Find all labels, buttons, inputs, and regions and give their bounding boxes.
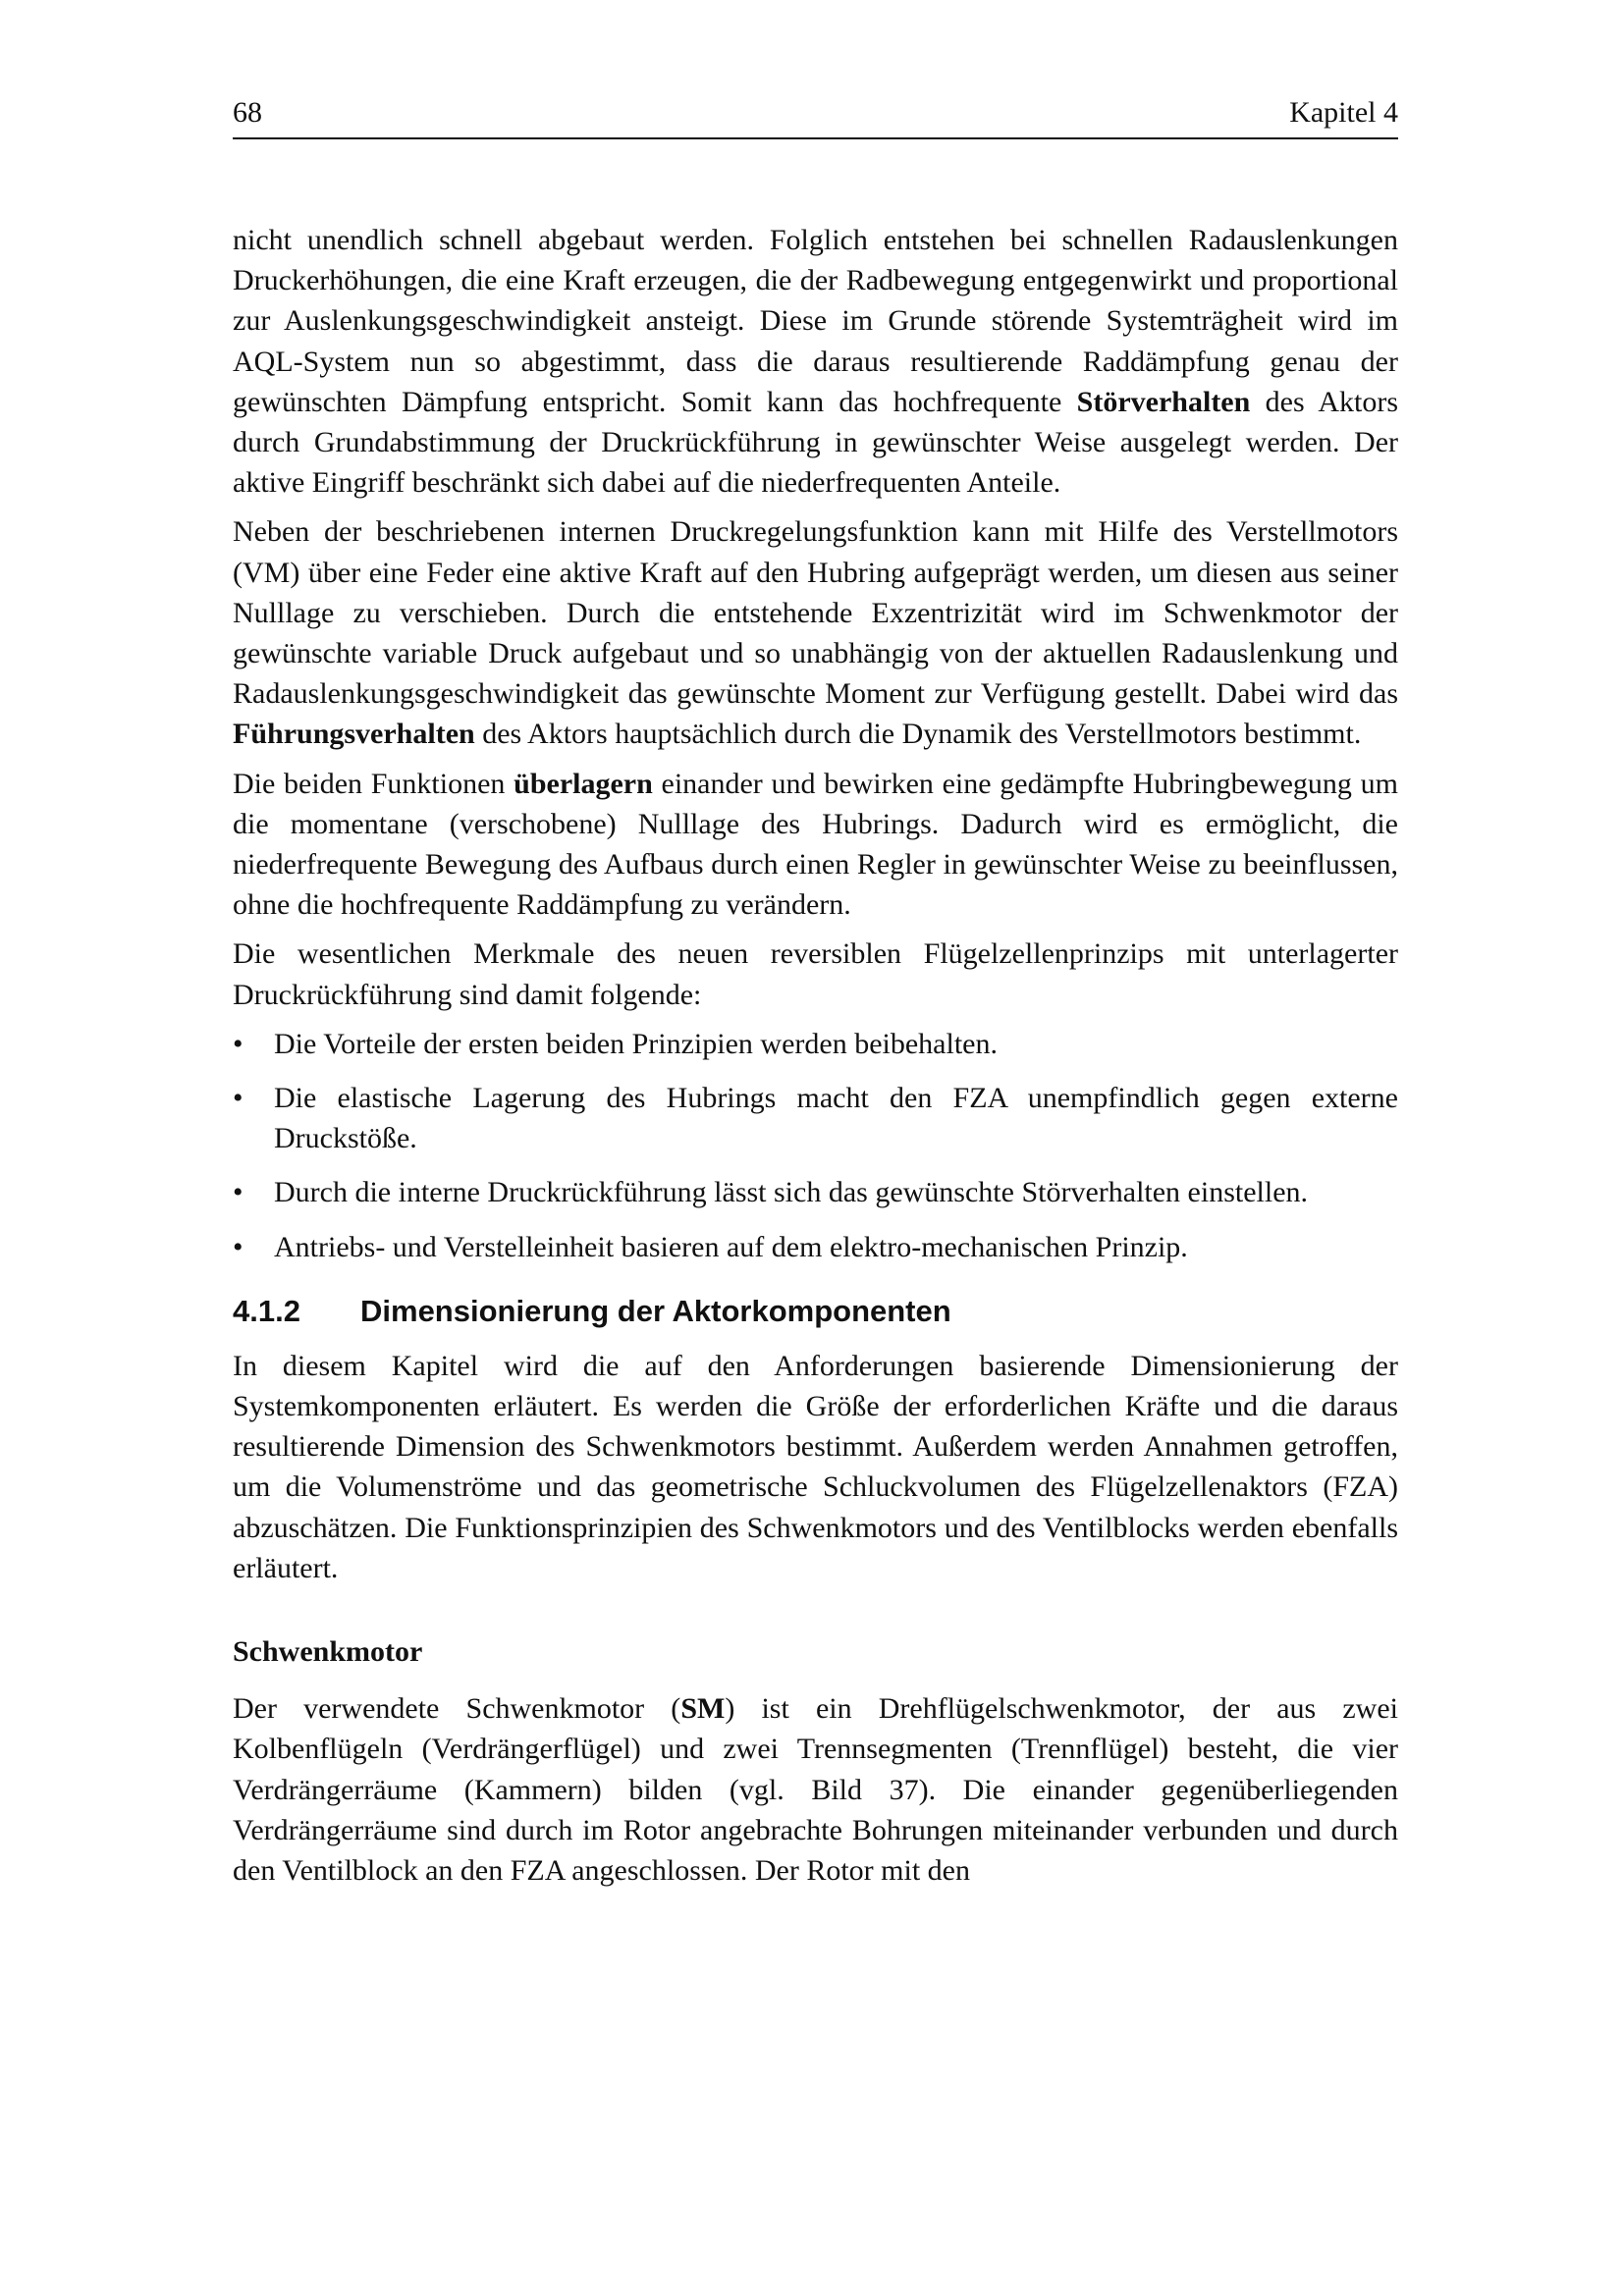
paragraph-1 [233,220,1398,503]
list-item-text: Antriebs- und Verstelleinheit basieren auf dem elektro-mechanischen Prinzip. [274,1230,1188,1263]
body-text [233,220,1398,1899]
paragraph-3 [233,764,1398,926]
paragraph-text: Neben der beschriebenen internen Druckregelungsfunktion kann mit Hilfe des Verstellmotors (VM) über eine Feder eine aktive Kraft auf den Hubring aufgeprägt werden, um diesen aus seiner Nulllage zu verschieben. Durch die entstehende Exzentrizität wird im Schwenkmotor der gewünschte variable Druck aufgebaut und so unabhängig von der aktuellen Radauslenkung und Radauslenkungsgeschwindigkeit das gewünschte Moment zur Verfügung gestellt. Dabei wird das [233,515,1398,711]
bullet-symbol: • [233,1027,243,1060]
list-item [233,1172,1398,1212]
paragraph-2 [233,511,1398,754]
paragraph-text: ) ist ein Drehflügelschwenkmotor, der aus zwei Kolbenflügeln (Verdrängerflügel) und zwei Trennsegmenten (Trennflügel) besteht, die vier Verdrängerräume (Kammern) bilden (vgl. Bild 37). Die einander gegenüberliegenden Verdrängerräume sind durch im Rotor angebrachte Bohrungen miteinander verbunden und durch den Ventilblock an den FZA angeschlossen. Der Rotor mit den [233,1692,1398,1887]
feature-list [233,1024,1398,1267]
list-item-text: Die Vorteile der ersten beiden Prinzipien werden beibehalten. [274,1027,998,1060]
running-header [233,88,1398,139]
paragraph-4: Die wesentlichen Merkmale des neuen reversiblen Flügelzellenprinzips mit unterlagerter Druckrückführung sind damit folgende: [233,937,1398,1011]
subsection-paragraph [233,1688,1398,1891]
emphasis-term: Führungsverhalten [233,718,475,751]
paragraph-text: des Aktors hauptsächlich durch die Dynamik des Verstellmotors bestimmt. [474,718,1362,751]
bullet-symbol: • [233,1082,243,1115]
section-heading [233,1293,1398,1330]
subsection-heading: Schwenkmotor [233,1635,423,1669]
list-item [233,1024,1398,1064]
section-title: Dimensionierung der Aktorkomponenten [360,1293,951,1328]
emphasis-term: SM [680,1692,726,1726]
list-item [233,1078,1398,1158]
paragraph-text: Die beiden Funktionen [233,767,514,800]
list-item-text: Die elastische Lagerung des Hubrings macht den FZA unempfindlich gegen externe Druckstöße. [274,1082,1398,1155]
paragraph-text: einander und bewirken eine gedämpfte Hubringbewegung um die momentane (verschobene) Nulllage des Hubrings. Dadurch wird es ermöglicht, die niederfrequente Bewegung des Aufbaus durch einen Regler in gewünschter Weise zu beeinflussen, ohne die hochfrequente Raddämpfung zu verändern. [233,767,1398,922]
emphasis-term: Störverhalten [1076,385,1251,418]
section-number: 4.1.2 [233,1293,300,1328]
list-item-text: Durch die interne Druckrückführung lässt sich das gewünschte Störverhalten einstellen. [274,1176,1309,1209]
emphasis-term: überlagern [514,767,653,800]
section-intro: In diesem Kapitel wird die auf den Anforderungen basierende Dimensionierung der Systemkomponenten erläutert. Es werden die Größe der erforderlichen Kräfte und die daraus resultierende Dimension des Schwenkmotors bestimmt. Außerdem werden Annahmen getroffen, um die Volumenströme und das geometrische Schluckvolumen des Flügelzellenaktors (FZA) abzuschätzen. Die Funktionsprinzipien des Schwenkmotors und des Ventilblocks werden ebenfalls erläutert. [233,1349,1398,1584]
bullet-symbol: • [233,1176,243,1209]
paragraph-text: Der verwendete Schwenkmotor ( [233,1692,681,1726]
page-number: 68 [233,96,262,129]
list-item [233,1227,1398,1267]
chapter-label: Kapitel 4 [1289,96,1398,129]
paragraph-text: nicht unendlich schnell abgebaut werden. Folglich entstehen bei schnellen Radauslenkungen Druckerhöhungen, die eine Kraft erzeugen, die der Radbewegung entgegenwirkt und proportional zur Auslenkungsgeschwindigkeit ansteigt. Diese im Grunde störende Systemträgheit wird im AQL-System nun so abgestimmt, dass die daraus resultierende Raddämpfung genau der gewünschten Dämpfung entspricht. Somit kann das hochfrequente [233,224,1398,418]
paragraph-text: des Aktors durch Grundabstimmung der Druckrückführung in gewünschter Weise ausgelegt werden. Der aktive Eingriff beschränkt sich dabei auf die niederfrequenten Anteile. [233,385,1398,500]
bullet-symbol: • [233,1230,243,1263]
